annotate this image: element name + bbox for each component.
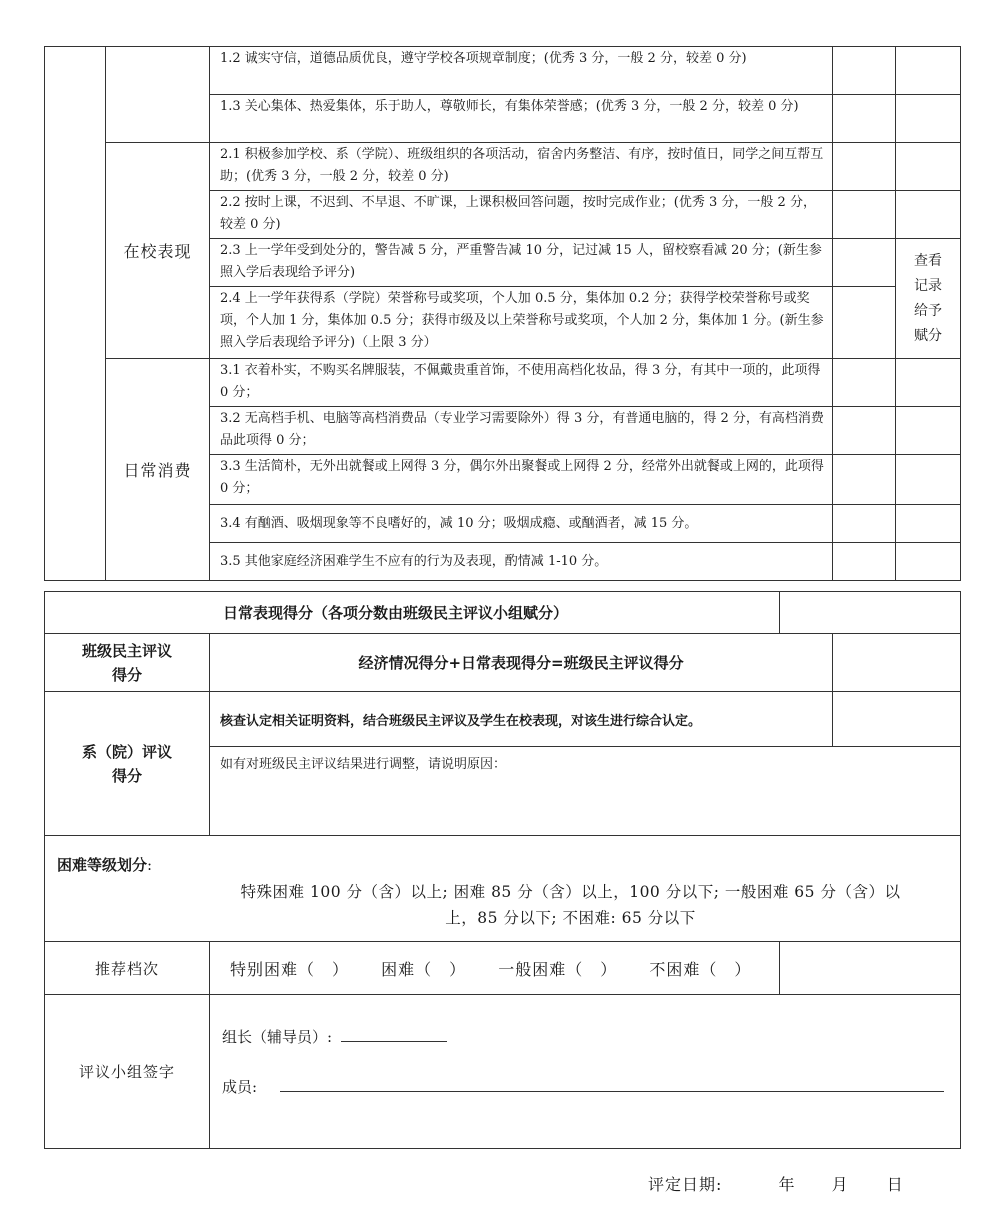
note-line: 给予 xyxy=(914,302,942,319)
recommend-options xyxy=(210,942,780,995)
criterion-text: 3.5 其他家庭经济困难学生不应有的行为及表现，酌情减 1-10 分。 xyxy=(210,543,833,581)
grading-description xyxy=(45,879,960,941)
recommend-blank xyxy=(780,942,961,995)
score-cell[interactable] xyxy=(833,191,896,239)
grading-cell xyxy=(45,836,961,942)
score-cell[interactable] xyxy=(833,95,896,143)
note-cell xyxy=(896,143,961,191)
class-review-formula: 经济情况得分+日常表现得分=班级民主评议得分 xyxy=(210,634,833,692)
score-cell[interactable] xyxy=(833,359,896,407)
criterion-text: 2.4 上一学年获得系（学院）荣誉称号或奖项，个人加 0.5 分，集体加 0.2 分；获得学校荣誉称号或奖项，个人加 1 分，集体加 0.5 分；获得市级及以上荣誉称号或奖项，个人加 2 分，集体加 1 分。(新生参照入学后表现给予评分)（上限 3 分） xyxy=(210,287,833,359)
grading-title-text: 困难等级划分 xyxy=(57,856,148,874)
dept-review-score[interactable] xyxy=(833,692,961,747)
summary-table xyxy=(44,591,961,1149)
score-cell[interactable] xyxy=(833,505,896,543)
criterion-text: 3.3 生活简朴，无外出就餐或上网得 3 分，偶尔外出聚餐或上网得 2 分，经常外出就餐或上网的，此项得 0 分； xyxy=(210,455,833,505)
score-cell[interactable] xyxy=(833,287,896,359)
note-cell xyxy=(896,455,961,505)
score-cell[interactable] xyxy=(833,455,896,505)
criterion-text: 1.3 关心集体、热爱集体，乐于助人，尊敬师长，有集体荣誉感；(优秀 3 分，一般 2 分，较差 0 分) xyxy=(210,95,833,143)
date-year[interactable]: 年 xyxy=(778,1175,796,1194)
leader-signature xyxy=(222,1025,447,1047)
option-special-difficulty[interactable]: 特别困难（ ） xyxy=(230,959,350,979)
criterion-text: 3.2 无高档手机、电脑等高档消费品（专业学习需要除外）得 3 分，有普通电脑的，得 2 分，有高档消费品此项得 0 分； xyxy=(210,407,833,455)
criterion-text: 2.3 上一学年受到处分的，警告减 5 分，严重警告减 10 分，记过减 15 人，留校察看减 20 分；(新生参照入学后表现给予评分) xyxy=(210,239,833,287)
note-cell xyxy=(896,47,961,95)
grading-title-colon: : xyxy=(147,856,153,874)
evaluation-form-table xyxy=(44,46,961,581)
school-performance-label: 在校表现 xyxy=(106,143,210,359)
daily-spending-label: 日常消费 xyxy=(106,359,210,581)
criterion-text: 3.1 衣着朴实，不购买名牌服装，不佩戴贵重首饰，不使用高档化妆品，得 3 分，有其中一项的，此项得 0 分； xyxy=(210,359,833,407)
note-line: 查看 xyxy=(914,252,942,269)
criterion-text: 3.4 有酗酒、吸烟现象等不良嗜好的，减 10 分；吸烟成瘾、或酗酒者，减 15 分。 xyxy=(210,505,833,543)
note-cell xyxy=(896,543,961,581)
option-general-difficulty[interactable]: 一般困难（ ） xyxy=(498,959,618,979)
integrity-category-cell xyxy=(106,47,210,143)
grading-row xyxy=(45,836,961,942)
left-category-cell xyxy=(45,47,106,581)
note-cell xyxy=(896,191,961,239)
class-review-score[interactable] xyxy=(833,634,961,692)
signature-label: 评议小组签字 xyxy=(45,995,210,1149)
note-cell xyxy=(896,505,961,543)
grading-line: 特殊困难 100 分（含）以上; 困难 85 分（含）以上，100 分以下; 一般困难 65 分（含）以 xyxy=(240,883,901,901)
date-day[interactable]: 日 xyxy=(886,1175,904,1194)
criterion-row-1-2 xyxy=(45,47,961,95)
date-month[interactable]: 月 xyxy=(831,1175,849,1194)
dept-instruction-row xyxy=(45,692,961,747)
class-review-label xyxy=(45,634,210,692)
recommend-label: 推荐档次 xyxy=(45,942,210,995)
dept-adjust-reason-field[interactable]: 如有对班级民主评议结果进行调整，请说明原因： xyxy=(210,747,961,836)
score-cell[interactable] xyxy=(833,143,896,191)
note-cell xyxy=(896,95,961,143)
dept-review-label-line: 系（院）评议 xyxy=(81,742,172,761)
daily-score-row xyxy=(45,592,961,634)
signature-cell xyxy=(210,995,961,1149)
score-cell[interactable] xyxy=(833,407,896,455)
criterion-row-3-1 xyxy=(45,359,961,407)
evaluation-date xyxy=(648,1172,904,1195)
grading-line: 上，85 分以下; 不困难: 65 分以下 xyxy=(445,909,696,927)
members-signature-line[interactable] xyxy=(280,1075,944,1092)
leader-label: 组长（辅导员）: xyxy=(222,1028,333,1046)
note-line: 赋分 xyxy=(914,327,942,344)
recommend-row xyxy=(45,942,961,995)
class-review-label-line: 班级民主评议 xyxy=(81,641,172,660)
note-cell xyxy=(896,407,961,455)
members-label: 成员: xyxy=(222,1078,258,1096)
criterion-text: 1.2 诚实守信，道德品质优良，遵守学校各项规章制度；(优秀 3 分，一般 2 分，较差 0 分) xyxy=(210,47,833,95)
score-cell[interactable] xyxy=(833,47,896,95)
class-review-label-line: 得分 xyxy=(111,665,142,684)
class-review-row xyxy=(45,634,961,692)
dept-review-label xyxy=(45,692,210,836)
signature-row xyxy=(45,995,961,1149)
dept-review-instruction: 核查认定相关证明资料，结合班级民主评议及学生在校表现，对该生进行综合认定。 xyxy=(210,692,833,747)
criterion-text: 2.1 积极参加学校、系（学院）、班级组织的各项活动，宿舍内务整洁、有序，按时值日，同学之间互帮互助；(优秀 3 分，一般 2 分，较差 0 分) xyxy=(210,143,833,191)
members-signature xyxy=(222,1075,944,1097)
criterion-text: 2.2 按时上课，不迟到、不早退、不旷课，上课积极回答问题，按时完成作业；(优秀 3 分，一般 2 分，较差 0 分) xyxy=(210,191,833,239)
leader-signature-line[interactable] xyxy=(341,1025,447,1042)
criterion-row-2-1 xyxy=(45,143,961,191)
grading-title xyxy=(45,836,960,879)
option-difficulty[interactable]: 困难（ ） xyxy=(381,959,467,979)
dept-review-label-line: 得分 xyxy=(111,766,142,785)
score-cell[interactable] xyxy=(833,239,896,287)
option-no-difficulty[interactable]: 不困难（ ） xyxy=(649,959,752,979)
check-record-note xyxy=(896,239,961,359)
score-cell[interactable] xyxy=(833,543,896,581)
note-line: 记录 xyxy=(914,277,942,294)
note-cell xyxy=(896,359,961,407)
daily-score-value[interactable] xyxy=(780,592,961,634)
date-label: 评定日期: xyxy=(648,1175,723,1194)
daily-score-label: 日常表现得分（各项分数由班级民主评议小组赋分） xyxy=(45,592,780,634)
